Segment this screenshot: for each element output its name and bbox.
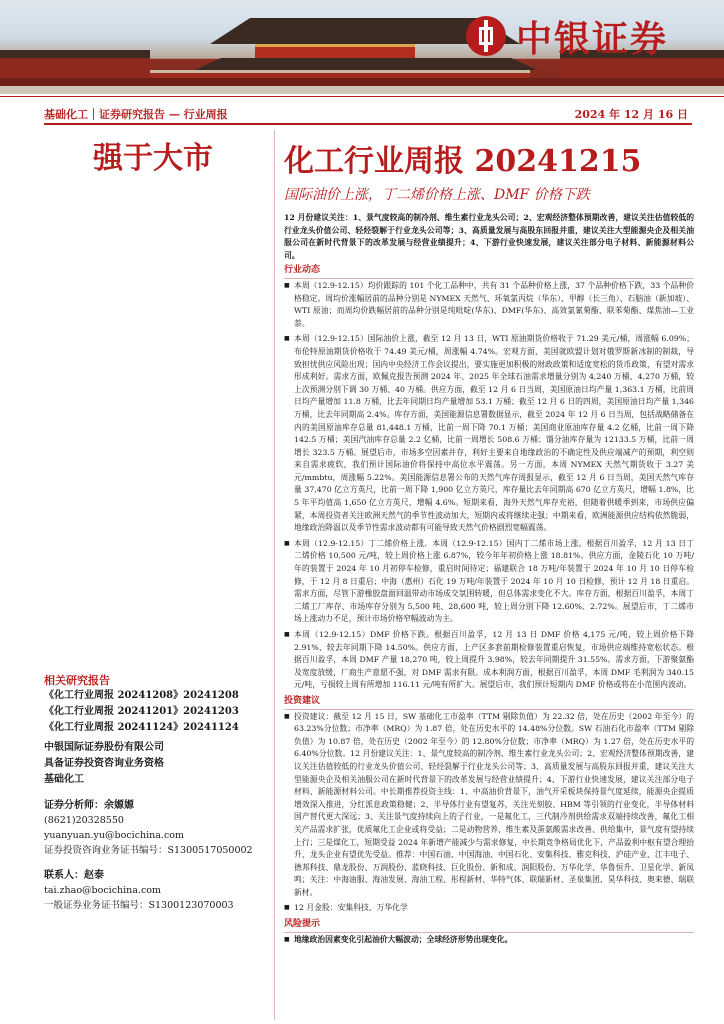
report-subtitle: 国际油价上涨，丁二烯价格上涨、DMF 价格下跌 [284,187,590,203]
investment-bullet: ■ 12 月金股：安集科技、万华化学 [284,902,694,915]
top-divider [0,96,724,97]
header-banner [0,0,724,94]
report-body [284,212,694,949]
brand-name: 中银证券 [516,18,669,60]
brand-logo [466,8,720,64]
industry-rating: 强于大市 [93,141,213,176]
analyst-email[interactable]: yuanyuan.yu@bocichina.com [44,830,185,841]
contact-name: 联系人：赵泰 [44,870,104,881]
section-heading-risk: 风险提示 [284,918,694,933]
risk-bullet: ■ 地缘政治因素变化引起油价大幅波动；全球经济形势出现变化。 [284,934,694,947]
related-report-link[interactable]: 《化工行业周报 20241124》20241124 [44,722,239,733]
contact-email[interactable]: tai.zhao@bocichina.com [44,885,162,896]
summary-paragraph: 12 月份建议关注：1、景气度较高的制冷剂、维生素行业龙头公司；2、宏观经济整体预期改善，建议关注估值较低的行业龙头价值公司、轻烃裂解于行业龙头公司等；3、高质量发展与高股东回报并重，建议关注大型能源央企及相关油服公司在新时代背景下的改革发展与经营业绩提升；4、下游行业快速发展，建议关注部分电子材料、新能源材料公司。 [284,213,694,260]
report-title: 化工行业周报 20241215 [284,144,642,179]
section-heading-investment: 投资建议 [284,695,694,710]
analyst-phone: (8621)20328550 [44,815,124,826]
company-info [44,740,164,788]
report-date: 2024 年 12 月 16 日 [574,108,688,121]
company-qualification: 具备证券投资咨询业务资格 [44,758,164,769]
palace-side-roof-left [0,50,150,58]
industry-bullet: ■ 本周（12.9-12.15）DMF 价格下跌。根据百川盈孚，12 月 13 日 DMF 价格 4,175 元/吨，较上周价格下降 2.91%，较去年同期下降 14.50%。供应方面，上产区多套前期检修装置重启恢复，市场供应端维持宽松状态。根据百川盈孚，本周 DMF 产量 18,270 吨，较上周提升 3.98%，较去年同期提升 31.55%。需求方面，下游聚氨酯及宽度放缓，厂商生产意愿不强，对 DMF 需求有限。成本利润方面，根据百川盈孚，本周 DMF 毛利润为 340.15 元/吨，亏损较上周有所增加 116.11 元/吨有所扩大。展望后市，我们预计短期内 DMF 价格或将在小范围内波动。 [284,629,694,692]
analyst-name: 证券分析师：余嫄嫄 [44,800,134,811]
industry-bullet: ■ 本周（12.9-12.15）均价跟踪的 101 个化工品种中，共有 31 个品种价格上涨，37 个品种价格下跌，33 个品种价格稳定。周均价涨幅居前的品种分别是 NYMEX 天然气、环氧氯丙烷（华东）、甲醇（长三角）、石脑油（新加坡）、WTI 原油；而周均价跌幅居前的品种分别是纯吡啶(华东)、DMF(华东)、高效氯氰菊酯、联苯菊酯、煤焦油—工业萘。 [284,280,694,330]
bank-logo-icon [466,16,506,56]
report-category: 基础化工｜证券研究报告 — 行业周报 [44,108,228,121]
investment-bullet: ■ 投资建议：截至 12 月 15 日，SW 基础化工市盈率（TTM 剔除负值）为 22.32 倍，处在历史（2002 年至今）的 63.23%分位数；市净率（MRQ）为 1.87 倍，处在历史水平的 14.48%分位数。SW 石油石化市盈率（TTM 剔除负值）为 10.87 倍，处在历史（2002 年至今）的 12.80%分位数；市净率（MRQ）为 1.27 倍，处在历史水平的 6.40%分位数。12 月份建议关注：1、景气度较高的制冷剂、维生素行业龙头公司；2、宏观经济整体预期改善，建议关注估值较低的行业龙头价值公司、轻烃裂解于行业龙头公司等；3、高质量发展与高股东回报并重，建议关注大型能源央企及相关油服公司在新时代背景下的改革发展与经营业绩提升；4、下游行业快速发展，建议关注部分电子材料、新能源材料公司。中长期推荐投资主线：1、中高油价背景下，油气开采板块保持景气度延续，能源央企提质增效深入推进，分红派息政策稳健；2、半导体行业有望复苏，关注光刻胶、HBM 等引领的行业变化，半导体材料国产替代更大深远；3、关注景气度持续向上的子行业，一是氟化工，三代制冷剂供给需求双端持续改善，氟化工相关产品需求扩张，优质氟化工企业或将受益；二是动物营养，维生素及蛋氨酸需求改善、供给集中，景气度有望持续上行；三是煤化工，短期受益 2024 年新增产能减少与需求修复，中长期竞争格局优化下，产品盈利中枢有望合理抬升，龙头企业有望优先受益。推荐：中国石油、中国海油、中国石化、安集科技、雅克科技、沪硅产业、江丰电子、德邦科技、鼎龙股份、万润股份、蓝晓科技、巨化股份、新和成、润阳股份、万华化学、华鲁恒升、卫星化学、新凤鸣；关注：中海油服、海油发展、海油工程、彤程新材、华特气体、联瑞新材、圣泉集团、昊华科技、奥来德、瑞联新材。 [284,711,694,900]
related-reports-heading: 相关研究报告 [44,674,110,687]
related-reports-list [44,688,239,736]
related-report-link[interactable]: 《化工行业周报 20241208》20241208 [44,690,239,701]
related-report-link[interactable]: 《化工行业周报 20241201》20241203 [44,706,239,717]
company-name: 中银国际证券股份有限公司 [44,742,164,753]
section-heading-industry: 行业动态 [284,264,694,279]
analyst-info [44,798,253,858]
header-divider [44,123,692,125]
palace-ground [0,86,724,94]
contact-cert: 一般证券业务证书编号：S1300123070003 [44,900,234,911]
industry-bullet: ■ 本周（12.9-12.15）国际油价上涨，截至 12 月 13 日，WTI 原油期货价格收于 71.29 美元/桶，周涨幅 6.09%；布伦特原油期货价格收于 74.49 美元/桶，周涨幅 4.74%。宏观方面，美国就欧盟计划对俄罗斯新冰制的制裁，导致担忧供应风险出现；国内中央经济工作会议提出，要实施更加积极的财政政策和适度宽松的货币政策，有望对需求形成利好。需求方面，欧佩克报告预测 2024 年、2025 年全球石油需求增量分别为 4,240 万桶、4,270 万桶，较上次预测分别下调 30 万桶、40 万桶。供应方面，截至 12 月 6 日当周，美国原油日均产量 1,363.1 万桶，比前周日均产量增加 11.8 万桶，比去年同期日均产量增加 53.1 万桶；截至 12 月 6 日的四周，美国原油日均产量 1,346 万桶，比去年同期高 2.4%。库存方面，美国能源信息署数据显示，截至 2024 年 12 月 6 日当周，包括战略储备在内的美国原油库存总量 81,448.1 万桶，比前一周下降 70.1 万桶；美国商业原油库存量 4.2 亿桶，比前一周下降 142.5 万桶；美国汽油库存总量 2.2 亿桶，比前一周增长 508.6 万桶；馏分油库存量为 12133.5 万桶，比前一周增长 323.5 万桶。展望后市，市场多空因素并存，利好主要来自地缘政治的不确定性及供应端减产的预期，利空则来自需求疲软，我们预计国际油价将保持中高位水平震荡。另一方面，本周 NYMEX 天然气期货收于 3.27 美元/mmbtu，周涨幅 5.22%。美国能源信息署公布的天然气库存周报显示，截至 12 月 6 日当周，美国天然气库存量 37,470 亿立方英尺，比前一周下降 1,900 亿立方英尺，库存量比去年同期高 670 亿立方英尺，增幅 1.8%，比 5 年平均值高 1,650 亿立方英尺，增幅 4.6%。短期来看，海外天然气库存充裕，但随着供暖季到来，市场供应偏紧，本周投资者关注欧洲天然气的季节性波动加大，短期内或将继续走强；中期来看，欧洲能源供应结构依然脆弱，地缘政治降温以及季节性需求波动都有可能导致天然气价格剧烈宽幅震荡。 [284,333,694,535]
contact-info [44,868,234,913]
analyst-cert: 证券投资咨询业务证书编号：S1300517050002 [44,845,253,856]
industry-bullet: ■ 本周（12.9-12.15）丁二烯价格上涨。本周（12.9-12.15）国内丁二烯市场上涨。根据百川盈孚，12 月 13 日丁二烯价格 10,500 元/吨，较上周价格上涨 6.87%，较今年年初价格上涨 18.81%。供应方面，金陵石化 10 万吨/年的装置于 2024 年 10 月初停车检修，重启时间待定；福建联合 18 万吨/年装置于 2024 年 10 月 10 日停车检修，于 12 月 8 日重启；中海（惠州）石化 19 万吨/年装置于 2024 年 10 月 10 日检修，预计 12 月 18 日重启。需求方面，尽管下游橡胶盘面回温带动市场成交氛围转暖，但总体需求变化不大。库存方面，根据百川盈孚，本周丁二烯工厂库存、市场库存分别为 5,500 吨、28,600 吨，较上周分别下降 12.60%、2.72%。展望后市，丁二烯市场上涨动力不足，预计市场价格窄幅波动为主。 [284,538,694,626]
company-sector: 基础化工 [44,774,84,785]
column-divider [274,130,275,1020]
